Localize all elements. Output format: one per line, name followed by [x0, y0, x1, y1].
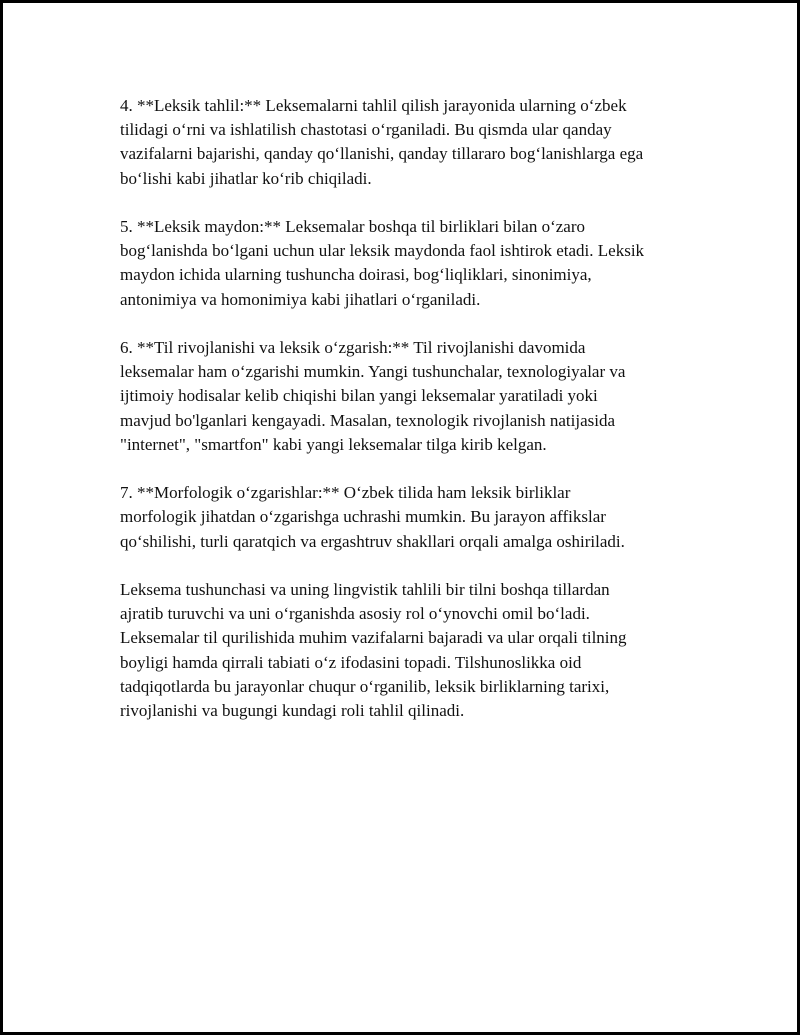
text-line: bo‘lishi kabi jihatlar ko‘rib chiqiladi. [120, 168, 372, 188]
text-line: leksemalar ham o‘zgarishi mumkin. Yangi tushunchalar, texnologiyalar va [120, 362, 626, 382]
text-line: maydon ichida ularning tushuncha doirasi, bog‘liqliklari, sinonimiya, [120, 265, 592, 285]
paragraph-leksik-maydon [120, 215, 700, 312]
paragraph-morfologik [120, 481, 700, 554]
text-line: tilidagi o‘rni va ishlatilish chastotasi o‘rganiladi. Bu qismda ular qanday [120, 120, 612, 140]
text-line: Leksemalar til qurilishida muhim vazifalarni bajaradi va ular orqali tilning [120, 628, 627, 648]
paragraph-til-rivojlanishi [120, 336, 700, 457]
text-line: vazifalarni bajarishi, qanday qo‘llanishi, qanday tillararo bog‘lanishlarga ega [120, 144, 644, 164]
text-line: antonimiya va homonimiya kabi jihatlari o‘rganiladi. [120, 289, 481, 309]
text-line: 6. **Til rivojlanishi va leksik o‘zgarish:** Til rivojlanishi davomida [120, 338, 586, 357]
text-line: 4. **Leksik tahlil:** Leksemalarni tahlil qilish jarayonida ularning o‘zbek [120, 96, 627, 115]
text-line: 5. **Leksik maydon:** Leksemalar boshqa til birliklari bilan o‘zaro [120, 217, 586, 236]
paragraph-leksik-tahlil [120, 94, 700, 191]
text-line: tadqiqotlarda bu jarayonlar chuqur o‘rganilib, leksik birliklarning tarixi, [120, 676, 610, 696]
text-line: morfologik jihatdan o‘zgarishga uchrashi mumkin. Bu jarayon affikslar [120, 507, 606, 527]
paragraph-conclusion [120, 578, 700, 723]
text-line: rivojlanishi va bugungi kundagi roli tahlil qilinadi. [120, 701, 465, 721]
text-line: boyligi hamda qirrali tabiati o‘z ifodasini topadi. Tilshunoslikka oid [120, 652, 582, 672]
text-line: bog‘lanishda bo‘lgani uchun ular leksik maydonda faol ishtirok etadi. Leksik [120, 241, 645, 261]
text-line: 7. **Morfologik o‘zgarishlar:** O‘zbek tilida ham leksik birliklar [120, 483, 571, 503]
text-line: Leksema tushunchasi va uning lingvistik tahlili bir tilni boshqa tillardan [120, 580, 610, 599]
document-body [120, 94, 700, 747]
text-line: ajratib turuvchi va uni o‘rganishda asosiy rol o‘ynovchi omil bo‘ladi. [120, 604, 590, 624]
text-line: qo‘shilishi, turli qaratqich va ergashtruv shakllari orqali amalga oshiriladi. [120, 531, 625, 551]
text-line: mavjud bo'lganlari kengayadi. Masalan, texnologik rivojlanish natijasida [120, 410, 616, 430]
text-line: "internet", "smartfon" kabi yangi leksemalar tilga kirib kelgan. [120, 434, 547, 454]
text-line: ijtimoiy hodisalar kelib chiqishi bilan yangi leksemalar yaratiladi yoki [120, 386, 598, 406]
